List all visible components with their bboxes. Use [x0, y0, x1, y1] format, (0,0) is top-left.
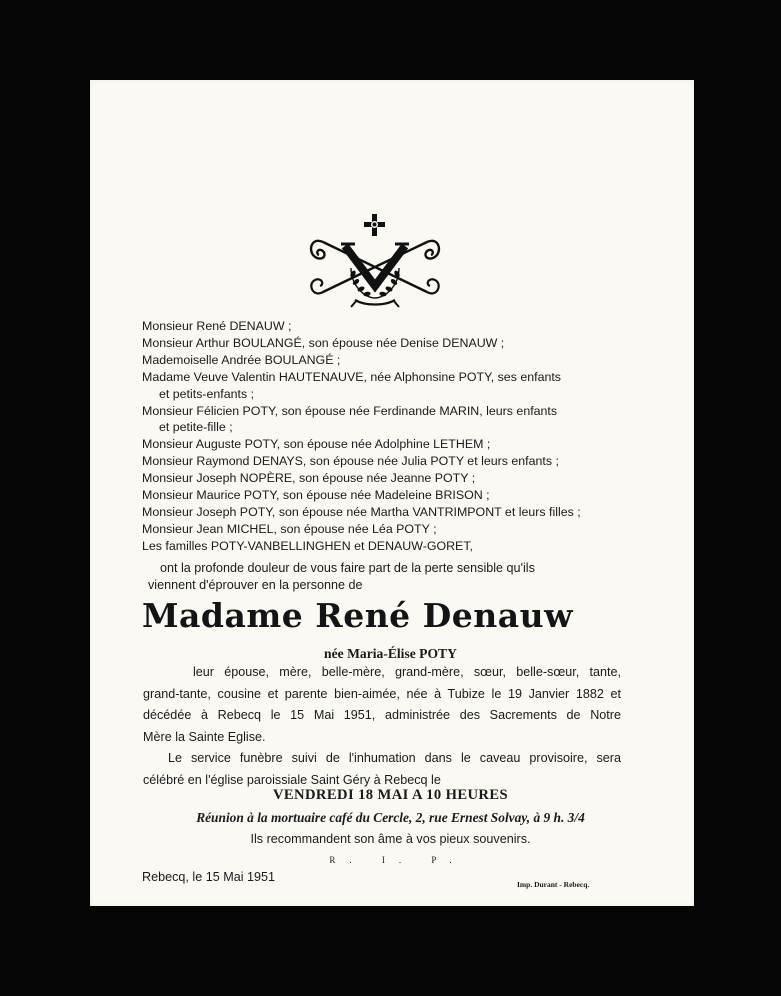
- biography: [143, 662, 621, 792]
- bio-line-4: Mère la Sainte Eglise.: [143, 729, 266, 744]
- place-date: Rebecq, le 15 Mai 1951: [142, 870, 276, 884]
- bio-line-2: grand-tante, cousine et parente bien-aimée, née à Tubize le 19 Janvier 1882 et: [143, 686, 621, 701]
- cross-monogram-emblem: [305, 214, 445, 308]
- deceased-name: Madame René Denauw: [142, 596, 574, 635]
- recommendation-text: Ils recommandent son âme à vos pieux souvenirs.: [250, 832, 531, 846]
- family-member-line: Monsieur Raymond DENAYS, son épouse née Julia POTY et leurs enfants ;: [142, 454, 559, 469]
- printer-credit: Imp. Durant - Rebecq.: [517, 880, 590, 889]
- family-member-line: et petite-fille ;: [159, 420, 233, 435]
- family-member-line: Monsieur René DENAUW ;: [142, 319, 292, 333]
- rip-text: R. I. P.: [329, 855, 466, 865]
- family-member-line: Monsieur Joseph POTY, son épouse née Martha VANTRIMPONT et leurs filles ;: [142, 504, 581, 519]
- family-member-line: Madame Veuve Valentin HAUTENAUVE, née Alphonsine POTY, ses enfants: [142, 369, 561, 384]
- service-line-2: célébré en l'église paroissiale Saint Géry à Rebecq le: [143, 772, 441, 787]
- bio-line-3: décédée à Rebecq le 15 Mai 1951, administrée des Sacrements de Notre: [143, 708, 621, 723]
- family-member-line: Monsieur Maurice POTY, son épouse née Madeleine BRISON ;: [142, 488, 490, 503]
- family-list: [142, 318, 642, 555]
- family-member-line: Les familles POTY-VANBELLINGHEN et DENAUW-GORET,: [142, 538, 473, 553]
- reunion-info: Réunion à la mortuaire café du Cercle, 2, rue Ernest Solvay, à 9 h. 3/4: [196, 810, 585, 825]
- intro-text: [148, 560, 628, 593]
- maiden-name: née Maria-Élise POTY: [324, 646, 457, 661]
- family-member-line: Monsieur Félicien POTY, son épouse née Ferdinande MARIN, leurs enfants: [142, 403, 558, 418]
- service-line-1: Le service funèbre suivi de l'inhumation dans le caveau provisoire, sera: [168, 751, 621, 766]
- family-member-line: Monsieur Auguste POTY, son épouse née Adolphine LETHEM ;: [142, 437, 491, 452]
- intro-line-1: ont la profonde douleur de vous faire part de la perte sensible qu'ils: [160, 561, 535, 575]
- funeral-date: VENDREDI 18 MAI A 10 HEURES: [272, 787, 508, 803]
- bio-line-1: leur épouse, mère, belle-mère, grand-mère, sœur, belle-sœur, tante,: [193, 665, 621, 679]
- family-member-line: Monsieur Jean MICHEL, son épouse née Léa POTY ;: [142, 521, 437, 536]
- family-member-line: Monsieur Joseph NOPÈRE, son épouse née Jeanne POTY ;: [142, 471, 476, 486]
- family-member-line: Mademoiselle Andrée BOULANGÉ ;: [142, 352, 341, 367]
- cross-icon: [364, 214, 385, 236]
- family-member-line: Monsieur Arthur BOULANGÉ, son épouse née Denise DENAUW ;: [142, 335, 505, 350]
- intro-line-2: viennent d'éprouver en la personne de: [148, 577, 363, 592]
- family-member-line: et petits-enfants ;: [159, 386, 255, 401]
